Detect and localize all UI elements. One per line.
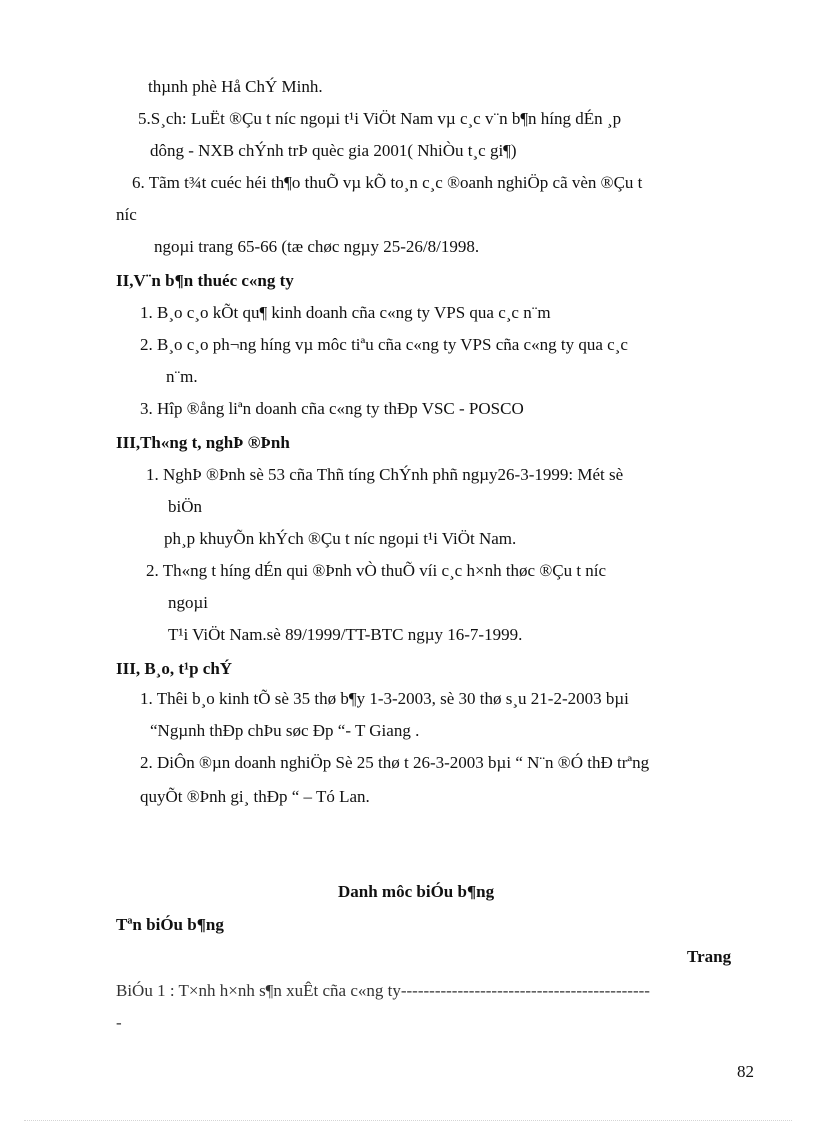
section-3-item-1-c: ph¸p khuyÕn khÝch ®Çu t níc ngoµi t¹i ViÖt Nam. <box>164 529 517 548</box>
section-2-heading: II,V¨n b¶n thuéc c«ng ty <box>116 271 294 290</box>
tables-list-title: Danh môc biÓu b¶ng <box>338 882 495 901</box>
tables-list-page-label: Trang <box>687 947 732 966</box>
section-2-item-1: 1. B¸o c¸o kÕt qu¶ kinh doanh cña c«ng ty VPS qua c¸c n¨m <box>140 303 551 322</box>
page-bottom-divider <box>24 1120 792 1121</box>
section-4-item-2-b: quyÕt ®Þnh gi¸ thÐp “ – Tó Lan. <box>140 787 370 806</box>
ref-line-1: thµnh phè Hå ChÝ Minh. <box>148 77 323 96</box>
page-number: 82 <box>737 1062 754 1081</box>
section-4-item-2-a: 2. DiÔn ®µn doanh nghiÖp Sè 25 thø t 26-3-2003 bµi “ N¨n ®Ó thÐ trªng <box>140 753 650 772</box>
ref-6-line-a: 6. Tãm t¾t cuéc héi th¶o thuÕ vµ kÕ to¸n c¸c ®oanh nghiÖp cã vèn ®Çu t <box>132 173 643 192</box>
section-4-item-1-a: 1. Thêi b¸o kinh tÕ sè 35 thø b¶y 1-3-2003, sè 30 thø s¸u 21-2-2003 bµi <box>140 689 629 708</box>
section-3-item-2-a: 2. Th«ng t híng dÉn qui ®Þnh vÒ thuÕ víi c¸c h×nh thøc ®Çu t níc <box>146 561 607 580</box>
section-2-item-2-b: n¨m. <box>166 367 198 386</box>
ref-5-line-b: dông - NXB chÝnh trÞ quèc gia 2001( NhiÒu t¸c gi¶) <box>150 141 517 160</box>
section-3-item-1-b: biÖn <box>168 497 202 516</box>
section-3-item-2-b: ngoµi <box>168 593 209 612</box>
ref-6-line-b: níc <box>116 205 137 224</box>
section-2-item-2-a: 2. B¸o c¸o ph¬ng híng vµ môc tiªu cña c«ng ty VPS cña c«ng ty qua c¸c <box>140 335 628 354</box>
ref-5-line-a: 5.S¸ch: LuËt ®Çu t níc ngoµi t¹i ViÖt Nam vµ c¸c v¨n b¶n híng dÉn ¸p <box>138 109 622 128</box>
ref-6-line-c: ngoµi trang 65-66 (tæ chøc ngµy 25-26/8/1998. <box>154 237 480 256</box>
tables-list-row-1-b: - <box>116 1013 122 1032</box>
tables-list-row-1-a: BiÓu 1 : T×nh h×nh s¶n xuÊt cña c«ng ty-------------------------------------------- <box>116 981 650 1000</box>
tables-list-column-label: Tªn biÓu b¶ng <box>116 915 224 934</box>
section-4-heading: III, B¸o, t¹p chÝ <box>116 659 233 678</box>
section-2-item-3: 3. Hîp ®ång liªn doanh cña c«ng ty thÐp VSC - POSCO <box>140 399 524 418</box>
section-3-item-2-c: T¹i ViÖt Nam.sè 89/1999/TT-BTC ngµy 16-7-1999. <box>168 625 523 644</box>
section-3-item-1-a: 1. NghÞ ®Þnh sè 53 cña Thñ tíng ChÝnh phñ ngµy26-3-1999: Mét sè <box>146 465 624 484</box>
section-3-heading: III,Th«ng t, nghÞ ®Þnh <box>116 433 290 452</box>
section-4-item-1-b: “Ngµnh thÐp chÞu søc Ðp “- T Giang . <box>150 721 420 740</box>
